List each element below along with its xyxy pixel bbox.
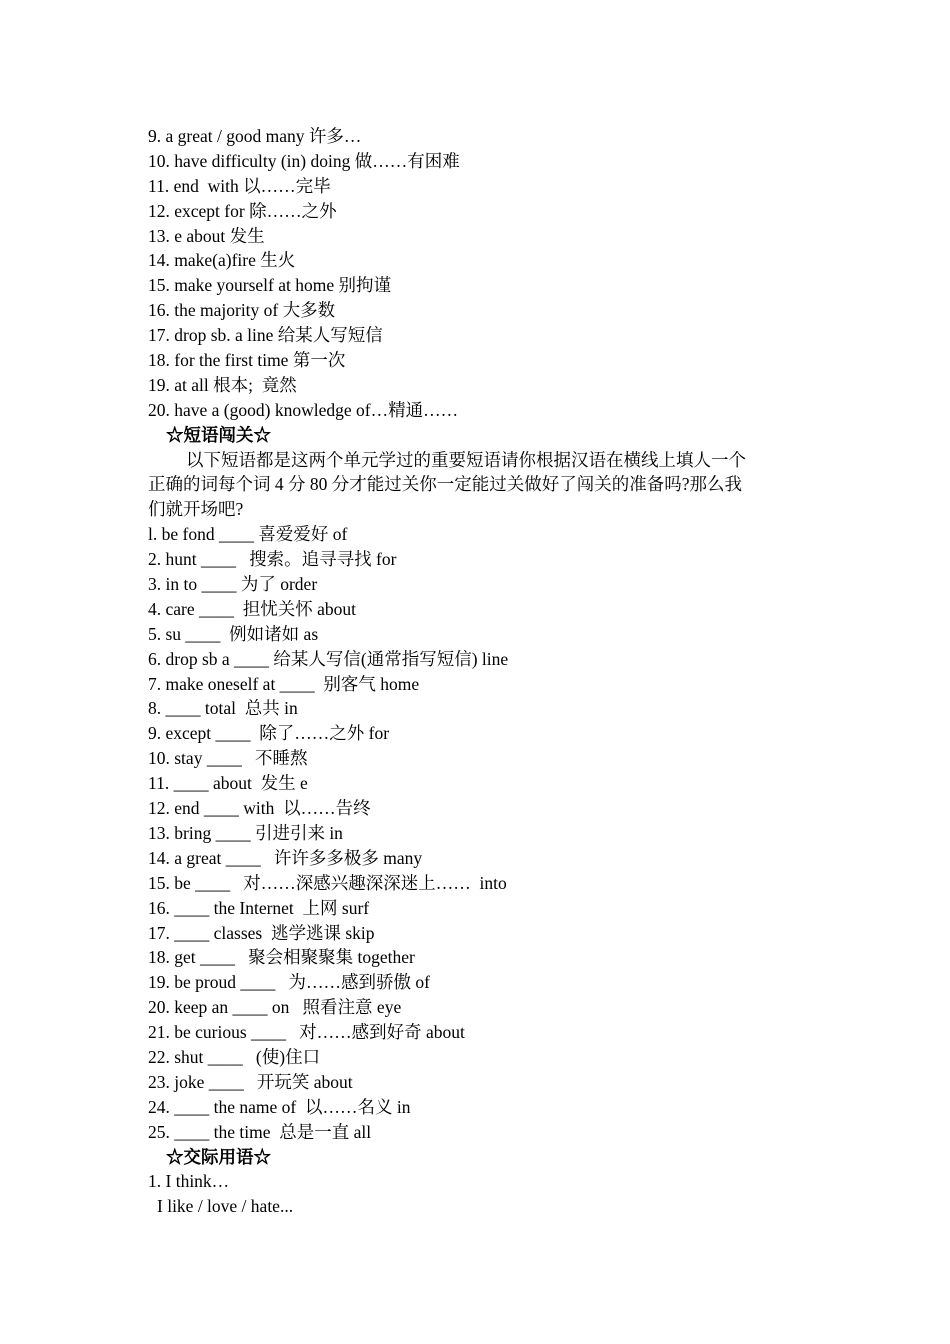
list-item: 16. ____ the Internet 上网 surf <box>148 897 370 918</box>
list-item: 12. except for 除……之外 <box>148 200 337 221</box>
intro-text: 以下短语都是这两个单元学过的重要短语请你根据汉语在横线上填人一个 <box>186 449 746 470</box>
list-item: 8. ____ total 总共 in <box>148 698 298 719</box>
list-item: 18. for the first time 第一次 <box>148 350 346 371</box>
list-item: 13. e about 发生 <box>148 225 265 246</box>
list-item: 5. su ____ 例如诸如 as <box>148 623 319 644</box>
list-item: 1. I think… <box>148 1171 230 1192</box>
list-item: 9. except ____ 除了……之外 for <box>148 723 390 744</box>
list-item: 11. end with 以……完毕 <box>148 175 331 196</box>
list-item: 17. ____ classes 逃学逃课 skip <box>148 922 375 943</box>
list-item: 2. hunt ____ 搜索。追寻寻找 for <box>148 549 397 570</box>
list-item: 6. drop sb a ____ 给某人写信(通常指写短信) line <box>148 648 509 669</box>
list-item: 25. ____ the time 总是一直 all <box>148 1121 372 1142</box>
section-heading-communication: ☆交际用语☆ <box>166 1146 271 1167</box>
list-item: 13. bring ____ 引进引来 in <box>148 822 343 843</box>
list-item: 14. a great ____ 许许多多极多 many <box>148 847 423 868</box>
intro-line <box>148 448 808 473</box>
list-item: 10. have difficulty (in) doing 做……有困难 <box>148 150 460 171</box>
list-item: 19. be proud ____ 为……感到骄傲 of <box>148 972 430 993</box>
list-item: 21. be curious ____ 对……感到好奇 about <box>148 1022 465 1043</box>
list-item: 4. care ____ 担忧关怀 about <box>148 598 357 619</box>
list-item: 23. joke ____ 开玩笑 about <box>148 1071 353 1092</box>
list-item: 12. end ____ with 以……告终 <box>148 798 371 819</box>
list-item: 7. make oneself at ____ 别客气 home <box>148 673 420 694</box>
list-item: 16. the majority of 大多数 <box>148 300 336 321</box>
list-item: 14. make(a)fire 生火 <box>148 250 296 271</box>
list-item: 19. at all 根本; 竟然 <box>148 374 297 395</box>
list-item: 22. shut ____ (使)住口 <box>148 1046 321 1067</box>
list-item: I like / love / hate... <box>157 1196 294 1217</box>
list-item: 20. keep an ____ on 照看注意 eye <box>148 997 402 1018</box>
list-item: l. be fond ____ 喜爱爱好 of <box>148 524 348 545</box>
list-item: 15. make yourself at home 别拘谨 <box>148 275 392 296</box>
document-content <box>148 124 808 1219</box>
intro-line: 们就开场吧? <box>148 499 244 520</box>
list-item: 15. be ____ 对……深感兴趣深深迷上…… into <box>148 872 507 893</box>
section-heading-phrases: ☆短语闯关☆ <box>166 424 271 445</box>
list-item: 9. a great / good many 许多… <box>148 126 362 146</box>
list-item: 10. stay ____ 不睡熬 <box>148 748 308 769</box>
list-item: 18. get ____ 聚会相聚聚集 together <box>148 947 415 968</box>
list-item: 17. drop sb. a line 给某人写短信 <box>148 325 383 346</box>
list-item: 3. in to ____ 为了 order <box>148 574 318 595</box>
list-item: 20. have a (good) knowledge of…精通…… <box>148 399 459 420</box>
intro-line: 正确的词每个词 4 分 80 分才能过关你一定能过关做好了闯关的准备吗?那么我 <box>148 474 743 495</box>
list-item: 24. ____ the name of 以……名义 in <box>148 1096 411 1117</box>
list-item: 11. ____ about 发生 e <box>148 773 308 794</box>
